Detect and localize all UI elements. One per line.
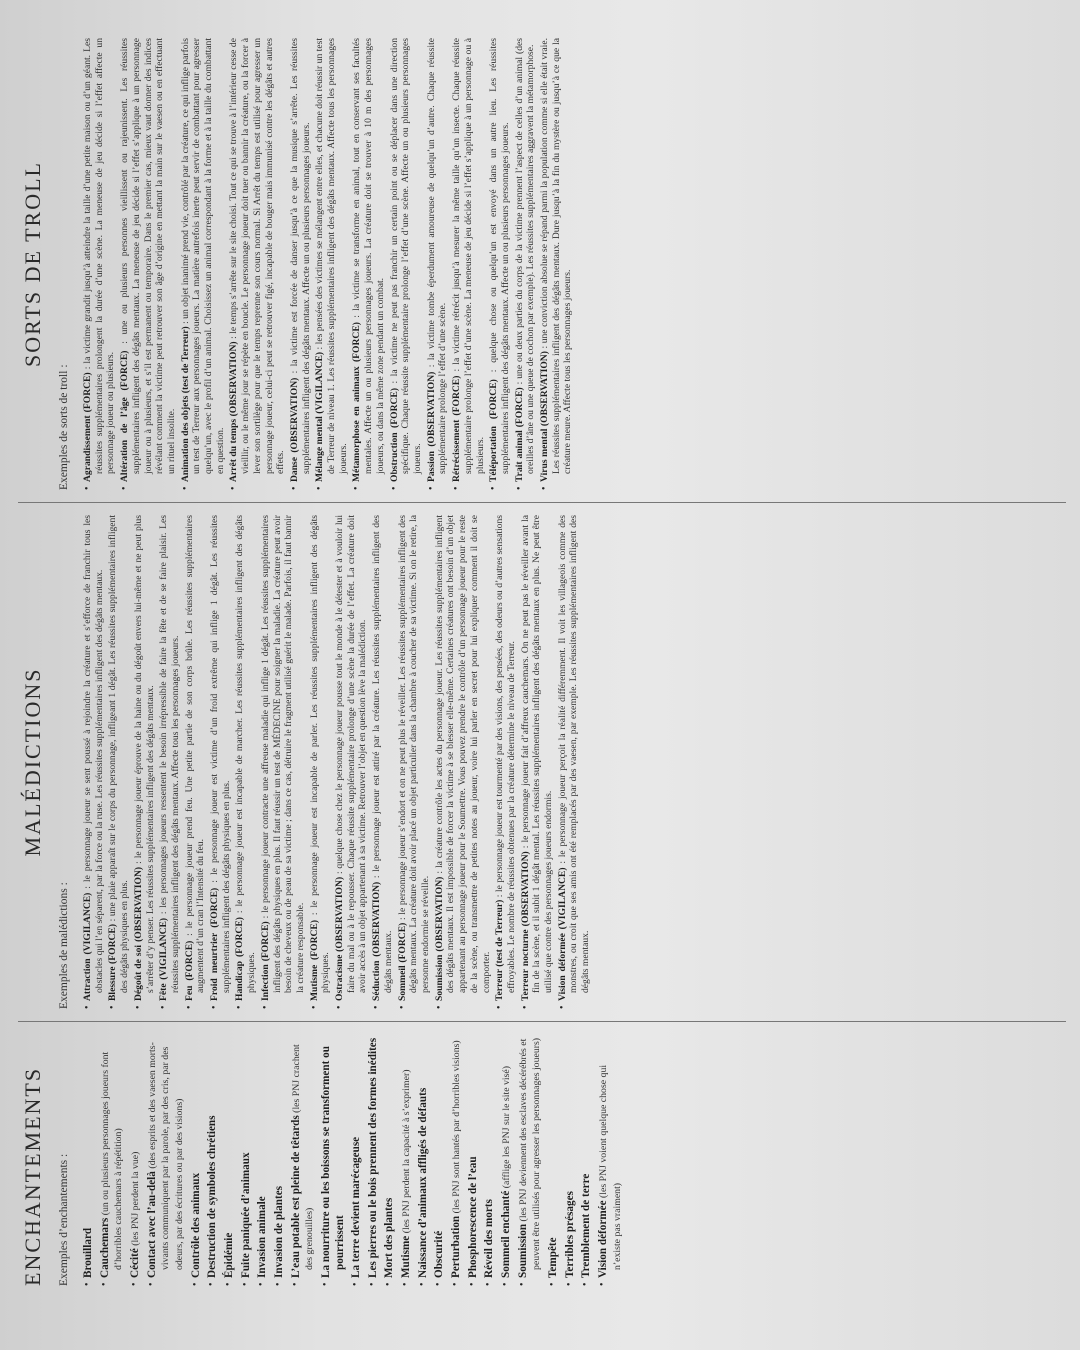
item-description: : une conviction absolue se répand parmi la population comme si elle était vraie. Les réussites supplémentaires infligent des dégâts mentaux. Dure jusqu’à la fin du mystère ou jusqu’à ce que la créature meure. Affecte tous les personnages joueurs. (539, 38, 574, 474)
item-description: : la victime est forcée de danser jusqu’à ce que la musique s’arrête. Les réussites supplémentaires infligent des dégâts mentaux. Affecte un ou plusieurs personnages joueurs. (288, 38, 312, 474)
maledictions-title: MALÉDICTIONS (20, 667, 45, 857)
list-item (450, 1034, 464, 1286)
item-description: : le personnage joueur prend feu. Une petite partie de son corps brûle. Les réussites supplémentaires augmentent d’un cran l’Intensité du feu. (183, 515, 207, 993)
item-name: La terre devient marécageuse (350, 1136, 363, 1278)
item-description: : la victime tombe éperdument amoureuse de quelqu’un d’autre. Chaque réussite supplémentaire prolonge l’effet d’une scène. (425, 38, 449, 474)
list-item (99, 1034, 126, 1286)
enchantements-column (18, 1022, 1066, 1292)
list-item (483, 1034, 497, 1286)
item-description: (les PNJ perdent la vue) (129, 1151, 141, 1249)
item-name: Mutisme (400, 1235, 413, 1278)
list-item (417, 1034, 431, 1286)
list-item (520, 515, 555, 1009)
list-item (146, 1034, 187, 1286)
item-name: Tempête (547, 1237, 560, 1278)
item-name: Rétrécissement (FORCE) (451, 375, 463, 482)
list-item (539, 38, 574, 490)
list-item (564, 1034, 578, 1286)
item-name: Altération de l’âge (FORCE) (119, 350, 131, 482)
item-description: (les PNJ crachent des grenouilles) (290, 1044, 316, 1270)
list-item (351, 38, 386, 490)
item-description: : le personnage joueur fait d’affreux cauchemars. On ne peut pas le réveiller avant la fin de la scène, et il subit 1 dégât mental. Les réussites supplémentaires infligent des dégâts mentaux en plus. Ne peut être utilisé que contre des personnages joueurs endormis. (519, 514, 555, 993)
item-name: Dégoût de soi (OBSERVATION) (132, 866, 144, 1001)
list-item (389, 38, 424, 490)
item-description: : le personnage joueur se sent poussé à rejoindre la créature et s’efforce de franchir tous les obstacles qui l’en séparent, par la force ou la ruse. Les réussites supplémentaires infligent des dégâts mentaux. (82, 514, 105, 993)
item-description: : le personnage joueur est incapable de marcher. Les réussites supplémentaires infligent des dégâts physiques. (234, 515, 258, 993)
list-item (309, 515, 332, 1009)
list-item (289, 38, 312, 490)
item-name: Agrandissement (FORCE) (82, 372, 93, 482)
item-description: (des esprits et des vaesen morts-vivants communiquent par la parole, par des cris, par des odeurs, par des écritures ou par des visions) (146, 1042, 185, 1270)
list-item (488, 38, 511, 490)
item-description: : le personnage joueur s’endort et on ne peut plus le réveiller. Les réussites supplémentaires infligent des dégâts mentaux. La créature doit avoir placé un objet particulier dans la chambre à coucher de sa victime. Si on le retire, la personne endormie se réveille. (396, 515, 431, 993)
item-description: : quelque chose chez le personnage joueur pousse tout le monde à le détester et à vouloir lui faire du mal ou à le repousser. Chaque réussite supplémentaire prolonge d’une scène la durée de l’effet. La créature doit avoir accès à un objet appartenant à sa victime. Retrouver l’objet en question lève la malédiction. (334, 515, 369, 993)
list-item (273, 1034, 287, 1286)
item-name: Les pierres ou le bois prennent des formes inédites (366, 1037, 379, 1278)
item-description: : le personnage joueur perçoit la réalité différemment. Il voit les villageois comme des monstres, ou croit que ses amis ont été remplacés par des vaesen, par exemple. Les réussites supplémentaires infligent des dégâts mentaux. (556, 514, 592, 993)
item-name: Passion (OBSERVATION) (425, 371, 437, 482)
item-name: La nourriture ou les boissons se transforment ou pourrissent (319, 1046, 346, 1278)
list-item (228, 38, 287, 490)
list-item (260, 515, 307, 1009)
list-item (597, 1034, 624, 1286)
item-description: (les PNJ perdent la capacité à s’exprimer) (401, 1069, 413, 1236)
item-name: Fête (VIGILANCE) (158, 917, 170, 1001)
list-item (334, 515, 369, 1009)
list-item (256, 1034, 270, 1286)
list-item (350, 1034, 364, 1286)
item-name: Naissance d’animaux affligés de défauts (416, 1087, 429, 1278)
list-item (158, 515, 181, 1009)
troll-spells-intro: Exemples de sorts de troll : (58, 364, 70, 490)
item-name: Contrôle des animaux (189, 1172, 202, 1278)
list-item (290, 1034, 317, 1286)
enchantements-list (82, 1034, 624, 1286)
list-item (184, 515, 207, 1009)
item-name: Réveil des morts (483, 1199, 496, 1278)
item-name: Ostracisme (OBSERVATION) (334, 876, 346, 1001)
item-name: Métamorphose en animaux (FORCE) (351, 322, 363, 482)
item-name: Fuite paniquée d’animaux (239, 1152, 252, 1278)
list-item (580, 1034, 594, 1286)
item-name: Mélange mental (VIGILANCE) (314, 351, 326, 482)
item-name: Séduction (OBSERVATION) (371, 881, 383, 1001)
list-item (433, 1034, 447, 1286)
item-name: Brouillard (82, 1227, 94, 1278)
list-item (397, 515, 432, 1009)
item-name: Tremblement de terre (580, 1173, 593, 1278)
item-description: (afflige les PNJ sur le site visé) (501, 1065, 513, 1191)
item-description: : la créature contrôle les actes du personnage joueur. Les réussites supplémentaires infligent des dégâts mentaux. Il est impossible de forcer la victime à se blesser elle-même. Certaines créatures ont besoin d’un objet appartenant au personnage joueur pour le Soumettre. Vous pouvez prendre le contrôle d’un personnage joueur pour le reste de la scène, ou transmettre de petites notes au joueur, voire lui parler en secret pour lui expliquer comment il doit se comporter. (433, 515, 492, 993)
item-name: Trait animal (FORCE) (513, 387, 525, 482)
list-item (517, 1034, 544, 1286)
list-item (514, 38, 537, 490)
list-item (129, 1034, 143, 1286)
item-name: Cécité (128, 1248, 141, 1278)
list-item (240, 1034, 254, 1286)
list-item (367, 1034, 381, 1286)
list-item (383, 1034, 397, 1286)
maledictions-column (18, 502, 1066, 1022)
item-description: : une plaie apparaît sur le corps du personnage, infligeant 1 dégât. Les réussites supplémentaires infligent des dégâts physiques en plus. (107, 515, 131, 993)
maledictions-intro: Exemples de malédictions : (58, 882, 70, 1009)
item-description: : le personnage joueur est tourmenté par des visions, des pensées, des odeurs ou d’autres sensations effroyables. Le nombre de réussites obtenues par la créature détermine le niveau de Terreur. (494, 515, 517, 993)
item-description: (les PNJ voient quelque chose qui n’existe pas vraiment) (598, 1064, 623, 1270)
item-name: Invasion animale (256, 1196, 269, 1278)
item-name: Sommeil enchanté (500, 1190, 513, 1278)
item-name: Vision déformée (VIGILANCE) (556, 867, 568, 1001)
item-name: Soumission (OBSERVATION) (433, 876, 445, 1001)
item-description: (les PNJ deviennent des esclaves décérébrés et peuvent être utilisés pour agresser les personnages joueurs) (517, 1037, 543, 1270)
item-name: Animation des objets (test de Terreur) (179, 326, 191, 482)
item-name: Épidémie (222, 1232, 235, 1278)
item-description: : le personnage joueur est victime d’un froid extrême qui inflige 1 dégât. Les réussites supplémentaires infligent des dégâts physiques en plus. (209, 514, 232, 993)
troll-spells-list (82, 38, 574, 490)
item-name: Mort des plantes (383, 1197, 396, 1278)
list-item (82, 38, 117, 490)
item-name: Terreur nocturne (OBSERVATION) (519, 851, 531, 1001)
list-item (234, 515, 257, 1009)
item-name: Virus mental (OBSERVATION) (539, 351, 551, 482)
item-name: Terribles présages (563, 1191, 576, 1278)
item-description: : quelque chose ou quelqu’un est envoyé dans un autre lieu. Les réussites supplémentaires infligent des dégâts mentaux. Affecte un ou plusieurs personnages joueurs. (488, 38, 511, 474)
item-description: (les PNJ sont hantés par d’horribles visions) (451, 1040, 463, 1216)
maledictions-list (82, 515, 592, 1009)
item-description: : une ou deux parties du corps de la victime prennent l’aspect de celles d’un animal (des oreilles d’âne ou une queue de cochon par exemple). Les réussites supplémentaires aggravent la métamorphose. (513, 38, 537, 474)
item-description: (un ou plusieurs personnages joueurs font d’horribles cauchemars à répétition) (99, 1051, 125, 1270)
item-name: Terreur (test de Terreur) (494, 899, 506, 1001)
item-name: Destruction de symboles chrétiens (206, 1115, 219, 1278)
item-description: : la victime rétrécit jusqu’à mesurer la même taille qu’un insecte. Chaque réussite supplémentaire prolonge l’effet d’une scène. La meneuse de jeu décide si l’effet s’applique à un personnage ou à plusieurs. (451, 38, 486, 474)
list-item (494, 515, 517, 1009)
item-name: Handicap (FORCE) (234, 917, 246, 1001)
item-name: Feu (FORCE) (183, 940, 195, 1001)
item-description: : la victime grandit jusqu’à atteindre la taille d’une petite maison ou d’un géant. Les réussites supplémentaires prolongent la durée d’une scène. La meneuse de jeu décide si l’effet affecte un personnage joueur ou plusieurs. (82, 38, 117, 474)
item-name: Soumission (516, 1223, 529, 1278)
item-name: Blessure (FORCE) (107, 923, 119, 1001)
list-item (314, 38, 349, 490)
enchantements-intro: Exemples d’enchantements : (58, 1153, 70, 1286)
item-description: : le personnage joueur est incapable de parler. Les réussites supplémentaires infligent des dégâts physiques. (308, 515, 332, 993)
list-item (451, 38, 486, 490)
item-name: Obstruction (FORCE) (388, 387, 400, 482)
list-item (107, 515, 130, 1009)
troll-spells-title: SORTS DE TROLL (20, 161, 45, 367)
list-item (82, 1034, 96, 1286)
item-name: Danse (OBSERVATION) (288, 377, 300, 482)
list-item (119, 38, 178, 490)
item-description: : le temps s’arrête sur le site choisi. Tout ce qui se trouve à l’intérieur cesse de vieillir, ou le même jour se répète en boucle. Le personnage joueur doit tuer ou bannir la créature, ou la forcer à lever son sortilège pour que le temps reprenne son cours normal. Si Arrêt du temps est utilisé pour agresser un personnage joueur, celui-ci peut se retrouver figé, incapable de bouger mais immunisé contre les dégâts et autres effets. (228, 38, 287, 474)
item-name: Perturbation (450, 1215, 463, 1278)
item-name: L’eau potable est pleine de têtards (289, 1115, 302, 1278)
list-item (82, 515, 105, 1009)
item-name: Sommeil (FORCE) (396, 922, 408, 1001)
item-description: : la victime ne peut pas franchir un certain point ou se déplacer dans une direction spécifique. Chaque réussite supplémentaire prolonge l’effet d’une scène. Affecte un ou plusieurs personnages joueurs. (388, 38, 423, 474)
list-item (371, 515, 394, 1009)
list-item (400, 1034, 414, 1286)
item-name: Téléportation (FORCE) (488, 379, 500, 482)
list-item (180, 38, 227, 490)
item-name: Phosphorescence de l’eau (466, 1156, 479, 1278)
item-name: Invasion de plantes (272, 1185, 285, 1278)
item-description: : la victime se transforme en animal, tout en conservant ses facultés mentales. Affecte un ou plusieurs personnages joueurs. La créature doit se trouver à 10 m des personnages joueurs, ou dans la même zone pendant un combat. (351, 38, 386, 474)
list-item (206, 1034, 220, 1286)
item-description: : une ou plusieurs personnes vieillissent ou rajeunissent. Les réussites supplémentaires infligent des dégâts mentaux. La meneuse de jeu décide si l’effet s’applique à un personnage joueur ou à plusieurs, et s’il est permanent ou temporaire. Dans le premier cas, mieux vaut donner des indices révélant comment la victime peut retrouver son âge d’origine en mettant la main sur le vaesen ou en effectuant un rituel insolite. (119, 38, 177, 474)
enchantements-title: ENCHANTEMENTS (20, 1066, 45, 1286)
list-item (320, 1034, 347, 1286)
list-item (133, 515, 156, 1009)
list-item (557, 515, 592, 1009)
item-description: : les personnages joueurs ressentent le besoin irrépressible de faire la fête et de se faire plaisir. Les réussites supplémentaires infligent des dégâts mentaux. Affecte tous les personnages joueurs. (158, 515, 181, 993)
item-description: : un objet inanimé prend vie, contrôlé par la créature, ce qui inflige parfois un test de Terreur aux personnages joueurs. La matière autrefois inerte peut servir de combattant pour agresser quelqu’un, avec le profil d’un animal. Choisissez un animal correspondant à la forme et à la taille du combattant en question. (179, 38, 226, 474)
list-item (426, 38, 449, 490)
item-name: Infection (FORCE) (259, 921, 271, 1001)
list-item (467, 1034, 481, 1286)
item-name: Mutisme (FORCE) (308, 919, 320, 1001)
list-item (500, 1034, 514, 1286)
list-item (547, 1034, 561, 1286)
item-name: Cauchemars (98, 1217, 111, 1278)
item-description: : les pensées des victimes se mélangent entre elles, et chacune doit réussir un test de Terreur de niveau 1. Les réussites supplémentaires infligent des dégâts mentaux. Affecte tous les personnages joueurs. (314, 38, 349, 474)
list-item (434, 515, 493, 1009)
item-description: : le personnage joueur éprouve de la haine ou du dégoût envers lui-même et ne peut plus s’arrêter d’y penser. Les réussites supplémentaires infligent des dégâts mentaux. (132, 515, 156, 993)
item-description: : le personnage joueur est attiré par la créature. Les réussites supplémentaires infligent des dégâts mentaux. (371, 515, 394, 993)
item-name: Obscurité (433, 1230, 446, 1278)
list-item (223, 1034, 237, 1286)
item-description: : le personnage joueur contracte une affreuse maladie qui inflige 1 dégât. Les réussites supplémentaires infligent des dégâts physiques en plus. Il faut réussir un test de MÉDECINE pour soigner la maladie. La créature peut avoir besoin de cheveux ou de peau de sa victime ; dans ce cas, détruire le fragment utilisé guérit le malade. Parfois, il faut bannir la créature responsable. (259, 515, 306, 993)
item-name: Vision déformée (597, 1200, 609, 1278)
list-item (209, 515, 232, 1009)
troll-spells-column (18, 26, 1066, 502)
list-item (190, 1034, 204, 1286)
item-name: Arrêt du temps (OBSERVATION) (228, 341, 240, 482)
item-name: Contact avec l’au-delà (145, 1171, 158, 1278)
item-name: Froid meurtrier (FORCE) (209, 887, 221, 1001)
item-name: Attraction (VIGILANCE) (82, 892, 93, 1001)
